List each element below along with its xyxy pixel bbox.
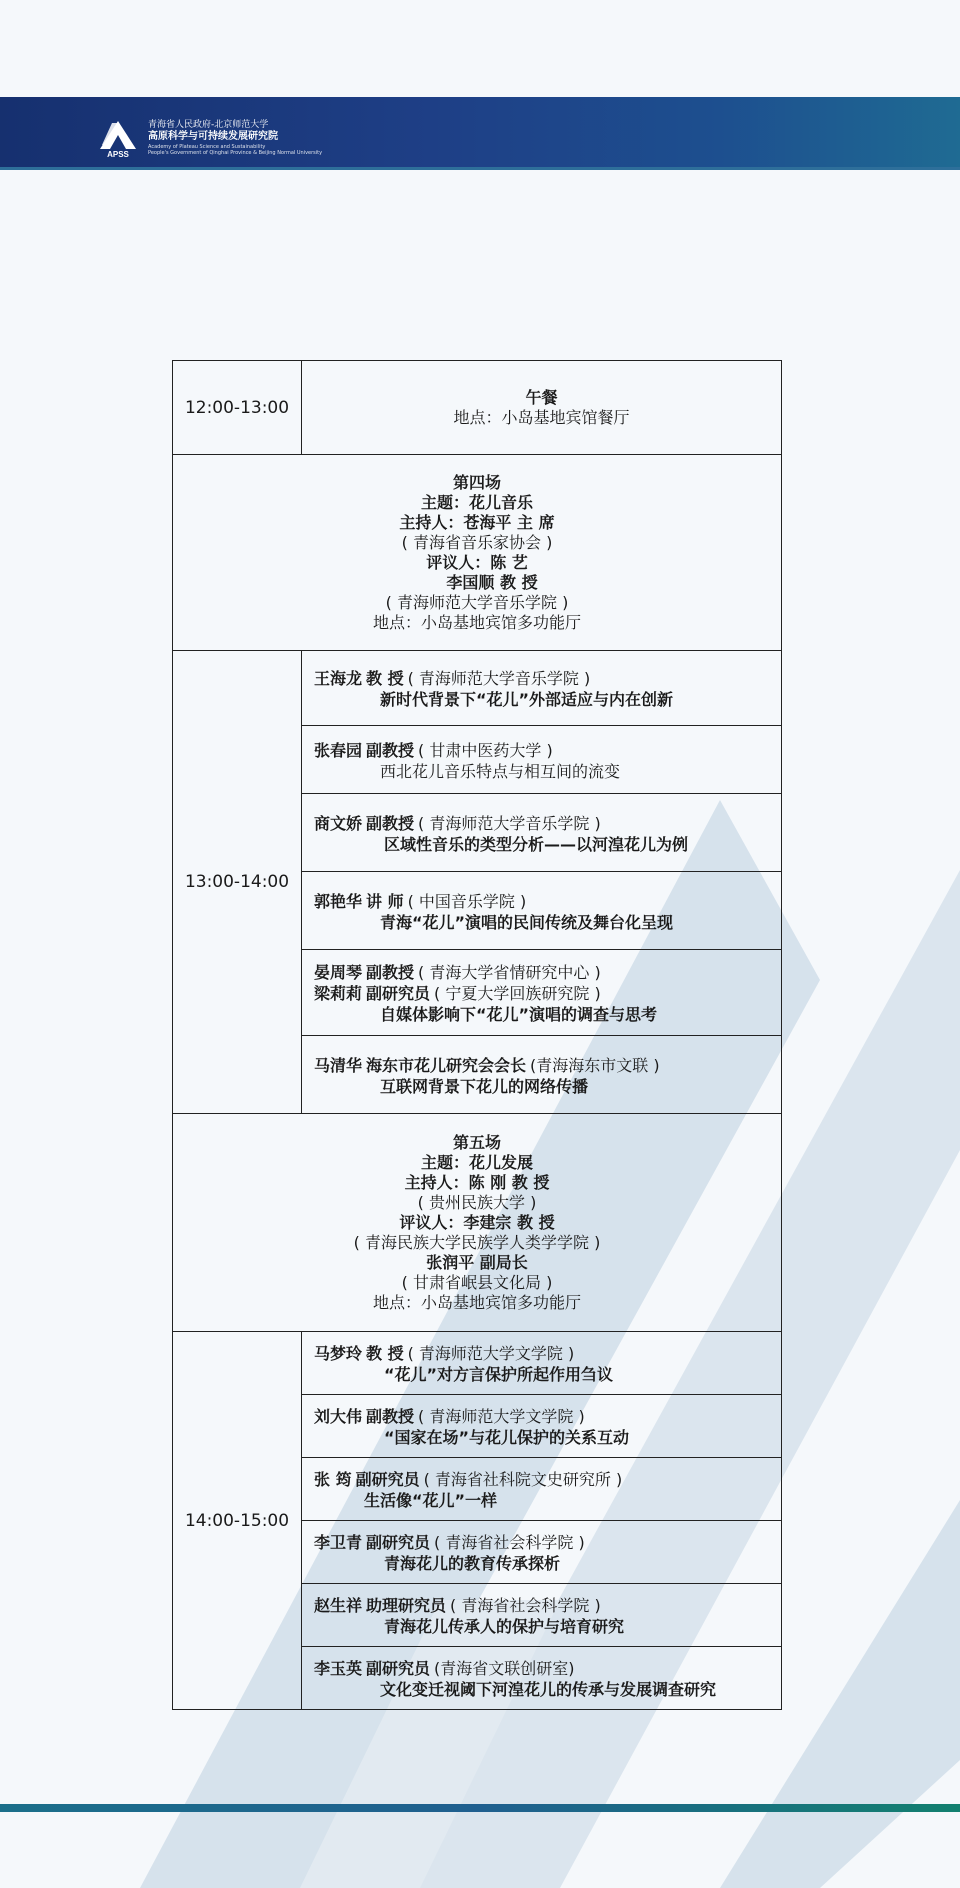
talk-cell — [302, 872, 782, 950]
speaker-title: 讲 师 — [366, 891, 404, 911]
speaker-affiliation: ( 青海师范大学音乐学院 ) — [418, 813, 601, 833]
institute-line1: 青海省人民政府-北京师范大学 — [148, 120, 269, 130]
speaker-affiliation: ( 青海省社会科学院 ) — [450, 1596, 601, 1615]
schedule-table — [172, 360, 782, 1710]
talk-cell — [302, 651, 782, 726]
session5-theme: 主题：花儿发展 — [420, 1152, 533, 1172]
talk-topic: 青海花儿传承人的保护与培育研究 — [384, 1617, 625, 1636]
speaker-title: 副教授 — [366, 1407, 415, 1426]
talk-topic: “花儿”对方言保护所起作用刍议 — [384, 1365, 614, 1384]
speaker-name: 晏周琴 — [314, 963, 363, 982]
talk-cell — [302, 1584, 782, 1647]
speaker-title: 教 授 — [366, 1344, 404, 1363]
talk-topic: 青海“花儿”演唱的民间传统及舞台化呈现 — [380, 912, 674, 932]
speaker-name: 赵生祥 — [314, 1596, 363, 1615]
speaker-name: 郭艳华 — [314, 891, 363, 911]
session4-theme: 主题：花儿音乐 — [420, 492, 533, 512]
speaker-title: 副教授 — [366, 740, 415, 760]
talk-cell — [302, 1036, 782, 1114]
speaker-title: 副研究员 — [366, 1659, 431, 1678]
talk-topic: 生活像“花儿”一样 — [364, 1491, 498, 1510]
lunch-place: 地点：小岛基地宾馆餐厅 — [453, 407, 630, 427]
talk-topic: 区域性音乐的类型分析——以河湟花儿为例 — [384, 834, 689, 854]
session5-host-org: ( 贵州民族大学 ) — [417, 1192, 537, 1212]
session4-reviewer: 评议人：陈 艺 — [426, 552, 528, 572]
speaker-affiliation: ( 青海师范大学文学院 ) — [407, 1344, 575, 1363]
session4-host-org: ( 青海省音乐家协会 ) — [401, 532, 553, 552]
speaker-affiliation: ( 青海师范大学音乐学院 ) — [407, 669, 591, 688]
speaker-name: 张春园 — [314, 740, 363, 760]
logo-text: APSS — [107, 150, 129, 159]
speaker-title: 副研究员 — [366, 1533, 431, 1552]
speaker-title: 副教授 — [366, 813, 415, 833]
speaker-title: 副研究员 — [366, 984, 431, 1003]
speaker-affiliation: ( 青海师范大学文学院 ) — [418, 1407, 585, 1426]
session5-reviewer-org: ( 青海民族大学民族学人类学学院 ) — [353, 1232, 601, 1252]
session5-header — [173, 1114, 782, 1332]
talk-topic: 西北花儿音乐特点与相互间的流变 — [380, 761, 621, 781]
speaker-name: 张 筠 — [314, 1470, 352, 1489]
talk-cell — [302, 1395, 782, 1458]
speaker-affiliation: ( 青海省社科院文史研究所 ) — [423, 1470, 623, 1489]
institute-line4: People's Government of Qinghai Province & Beijing Normal University — [148, 150, 323, 156]
talk-topic: “国家在场”与花儿保护的关系互动 — [384, 1428, 630, 1447]
talk-cell — [302, 1647, 782, 1710]
speaker-name: 李卫青 — [314, 1533, 363, 1552]
talk-cell — [302, 1332, 782, 1395]
speaker-name: 王海龙 — [314, 669, 363, 688]
speaker-name: 马梦玲 — [314, 1344, 363, 1363]
session4-place: 地点：小岛基地宾馆多功能厅 — [372, 612, 581, 632]
speaker-affiliation: (青海海东市文联 ) — [530, 1055, 660, 1075]
talk-cell — [302, 726, 782, 794]
speaker-name: 马清华 — [314, 1055, 363, 1075]
institute-name — [148, 120, 322, 156]
session4-host: 主持人：苍海平 主 席 — [399, 512, 555, 532]
session5-host: 主持人：陈 刚 教 授 — [404, 1172, 550, 1192]
institute-line3: Academy of Plateau Science and Sustainability — [148, 143, 266, 150]
talk-cell — [302, 950, 782, 1036]
lunch-title: 午餐 — [525, 387, 558, 407]
session5-time: 14:00-15:00 — [173, 1332, 302, 1710]
speaker-title: 副教授 — [366, 963, 415, 982]
speaker-name: 刘大伟 — [314, 1407, 363, 1426]
talk-topic: 文化变迁视阈下河湟花儿的传承与发展调查研究 — [380, 1680, 717, 1699]
speaker-title: 教 授 — [366, 669, 404, 688]
session5-header-row — [173, 1114, 782, 1332]
speaker-title: 助理研究员 — [366, 1596, 447, 1615]
lunch-row — [173, 361, 782, 455]
session4-reviewer2: 李国顺 教 授 — [446, 572, 538, 592]
apss-logo-icon — [96, 119, 140, 159]
header-band — [0, 97, 960, 170]
speaker-affiliation: ( 宁夏大学回族研究院 ) — [434, 984, 601, 1003]
session5-title: 第五场 — [452, 1132, 501, 1152]
talk-topic: 互联网背景下花儿的网络传播 — [380, 1076, 589, 1096]
talk-topic: 青海花儿的教育传承探析 — [384, 1554, 561, 1573]
session4-title: 第四场 — [452, 472, 501, 492]
speaker-title: 副研究员 — [355, 1470, 420, 1489]
talk-row — [173, 1332, 782, 1395]
session4-header-row — [173, 455, 782, 651]
talk-cell — [302, 1521, 782, 1584]
speaker-name: 梁莉莉 — [314, 984, 363, 1003]
lunch-time: 12:00-13:00 — [173, 361, 302, 455]
speaker-affiliation: ( 青海大学省情研究中心 ) — [418, 963, 601, 982]
talk-topic: 新时代背景下“花儿”外部适应与内在创新 — [380, 690, 674, 709]
talk-cell — [302, 1458, 782, 1521]
session4-reviewer-org: ( 青海师范大学音乐学院 ) — [385, 592, 569, 612]
session5-reviewer2-org: ( 甘肃省岷县文化局 ) — [401, 1272, 553, 1292]
session5-reviewer2: 张润平 副局长 — [426, 1252, 528, 1272]
institute-line2: 高原科学与可持续发展研究院 — [148, 131, 278, 143]
speaker-affiliation: ( 甘肃中医药大学 ) — [418, 740, 553, 760]
speaker-name: 商文娇 — [314, 813, 363, 833]
speaker-title: 海东市花儿研究会会长 — [366, 1055, 527, 1075]
speaker-affiliation: (青海省文联创研室) — [434, 1659, 575, 1678]
talk-row — [173, 651, 782, 726]
talk-topic: 自媒体影响下“花儿”演唱的调查与思考 — [380, 1005, 658, 1024]
footer-band — [0, 1804, 960, 1812]
speaker-affiliation: ( 青海省社会科学院 ) — [434, 1533, 585, 1552]
header-line — [0, 167, 960, 170]
session4-header — [173, 455, 782, 651]
speaker-affiliation: ( 中国音乐学院 ) — [407, 891, 527, 911]
session5-place: 地点：小岛基地宾馆多功能厅 — [372, 1292, 581, 1312]
session5-reviewer: 评议人：李建宗 教 授 — [399, 1212, 555, 1232]
speaker-name: 李玉英 — [314, 1659, 363, 1678]
session4-time: 13:00-14:00 — [173, 651, 302, 1114]
lunch-cell — [302, 361, 782, 455]
talk-cell — [302, 794, 782, 872]
